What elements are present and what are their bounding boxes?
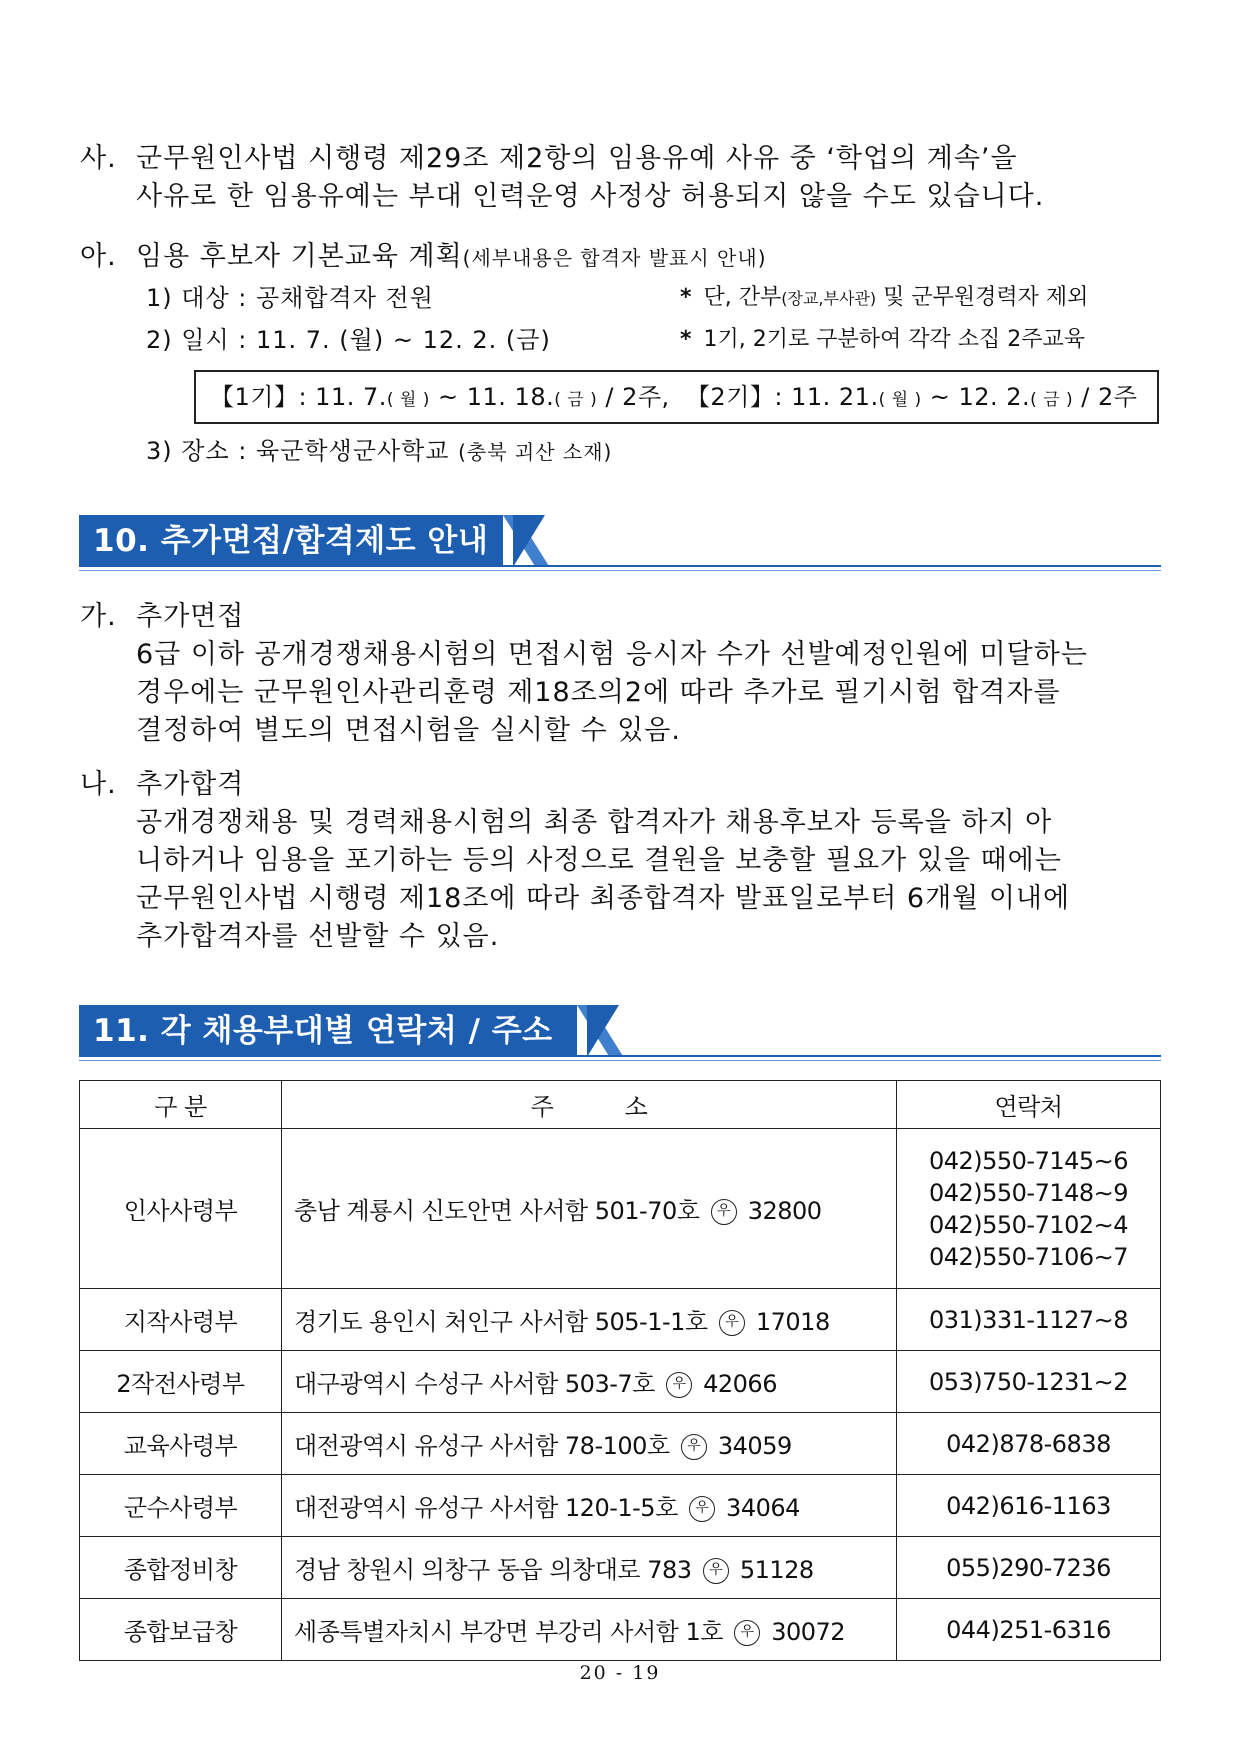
plan-note-exclusion: * 단, 간부(장교,부사관) 및 군무원경력자 제외	[680, 285, 1089, 310]
unit-name: 종합보급창	[80, 1599, 282, 1661]
unit-name: 군수사령부	[80, 1475, 282, 1537]
list-marker: 사.	[80, 143, 117, 174]
postal-code-icon: 우	[703, 1558, 729, 1584]
unit-address: 경기도 용인시 처인구 사서함 505-1-1호 우 17018	[282, 1289, 897, 1351]
unit-address: 대전광역시 유성구 사서함 78-100호 우 34059	[282, 1413, 897, 1475]
section-10-header	[79, 515, 1161, 571]
unit-phone: 055)290-7236	[897, 1537, 1161, 1599]
postal-code-icon: 우	[711, 1199, 737, 1225]
plan-target: 1) 대상 : 공채합격자 전원	[146, 284, 434, 312]
unit-phone: 044)251-6316	[897, 1599, 1161, 1661]
additional-pass-title: 추가합격	[136, 769, 245, 800]
table-row	[80, 1599, 1161, 1661]
unit-name: 종합정비창	[80, 1537, 282, 1599]
training-plan-title: 임용 후보자 기본교육 계획	[136, 241, 463, 272]
unit-phone: 031)331-1127∼8	[897, 1289, 1161, 1351]
training-plan-title-note: (세부내용은 합격자 발표시 안내)	[462, 246, 767, 270]
postal-code-icon: 우	[719, 1310, 745, 1336]
plan-schedule: 2) 일시 : 11. 7. (월) ~ 12. 2. (금)	[146, 326, 551, 354]
notice-sa-line2: 사유로 한 임용유예는 부대 인력운영 사정상 허용되지 않을 수도 있습니다.	[136, 181, 1045, 212]
additional-interview: 가. 추가면접 6급 이하 공개경쟁채용시험의 면접시험 응시자 수가 선발예정인원에 미달하는 경우에는 군무원인사관리훈령 제18조의2에 따라 추가로 필기시험 합격자를 결정하여 별도의 면접시험을 실시할 수 있음.	[80, 598, 1168, 750]
list-marker: 가.	[80, 601, 117, 632]
additional-pass: 나. 추가합격 공개경쟁채용 및 경력채용시험의 최종 합격자가 채용후보자 등록을 하지 아 니하거나 임용을 포기하는 등의 사정으로 결원을 보충할 필요가 있을 때에는 군무원인사법 시행령 제18조에 따라 최종합격자 발표일로부터 6개월 이내에 추가합격자를 선발할 수 있음.	[80, 766, 1168, 956]
cohort-schedule-box: 【1기】: 11. 7.( 월 ) ~ 11. 18.( 금 ) / 2주, 【2기】: 11. 21.( 월 ) ~ 12. 2.( 금 ) / 2주	[194, 370, 1159, 424]
section-11-title: 11. 각 채용부대별 연락처 / 주소	[79, 1005, 577, 1057]
plan-note-cohort: * 1기, 2기로 구분하여 각각 소집 2주교육	[680, 327, 1085, 352]
contact-table	[79, 1080, 1161, 1661]
section-10-title: 10. 추가면접/합격제도 안내	[79, 515, 503, 567]
postal-code-icon: 우	[689, 1496, 715, 1522]
column-header-address: 주 소	[282, 1081, 897, 1129]
column-header-contact: 연락처	[897, 1081, 1161, 1129]
section-11-header	[79, 1005, 1161, 1061]
plan-location: 3) 장소 : 육군학생군사학교 (충북 괴산 소재)	[146, 437, 613, 465]
table-row	[80, 1129, 1161, 1289]
table-row	[80, 1413, 1161, 1475]
unit-address: 경남 창원시 의창구 동읍 의창대로 783 우 51128	[282, 1537, 897, 1599]
list-marker: 나.	[80, 769, 117, 800]
unit-phone: 042)550-7145∼6 042)550-7148∼9 042)550-7102∼4 042)550-7106∼7	[897, 1129, 1161, 1289]
additional-interview-title: 추가면접	[136, 601, 245, 632]
unit-address: 세종특별자치시 부강면 부강리 사서함 1호 우 30072	[282, 1599, 897, 1661]
unit-address: 대구광역시 수성구 사서함 503-7호 우 42066	[282, 1351, 897, 1413]
unit-name: 인사사령부	[80, 1129, 282, 1289]
unit-address: 대전광역시 유성구 사서함 120-1-5호 우 34064	[282, 1475, 897, 1537]
table-row	[80, 1475, 1161, 1537]
unit-name: 2작전사령부	[80, 1351, 282, 1413]
unit-name: 교육사령부	[80, 1413, 282, 1475]
postal-code-icon: 우	[734, 1620, 760, 1646]
list-marker: 아.	[80, 241, 117, 272]
notice-sa-line1: 군무원인사법 시행령 제29조 제2항의 임용유예 사유 중 ‘학업의 계속’을	[136, 143, 1018, 174]
table-row	[80, 1537, 1161, 1599]
table-row	[80, 1351, 1161, 1413]
column-header-division: 구 분	[80, 1081, 282, 1129]
postal-code-icon: 우	[666, 1372, 692, 1398]
training-plan-heading	[80, 238, 1168, 277]
table-header-row	[80, 1081, 1161, 1129]
unit-phone: 053)750-1231∼2	[897, 1351, 1161, 1413]
unit-address: 충남 계룡시 신도안면 사서함 501-70호 우 32800	[282, 1129, 897, 1289]
unit-name: 지작사령부	[80, 1289, 282, 1351]
notice-sa	[80, 140, 1168, 216]
postal-code-icon: 우	[681, 1434, 707, 1460]
unit-phone: 042)878-6838	[897, 1413, 1161, 1475]
page-number: 20 - 19	[579, 1662, 661, 1684]
table-row	[80, 1289, 1161, 1351]
unit-phone: 042)616-1163	[897, 1475, 1161, 1537]
